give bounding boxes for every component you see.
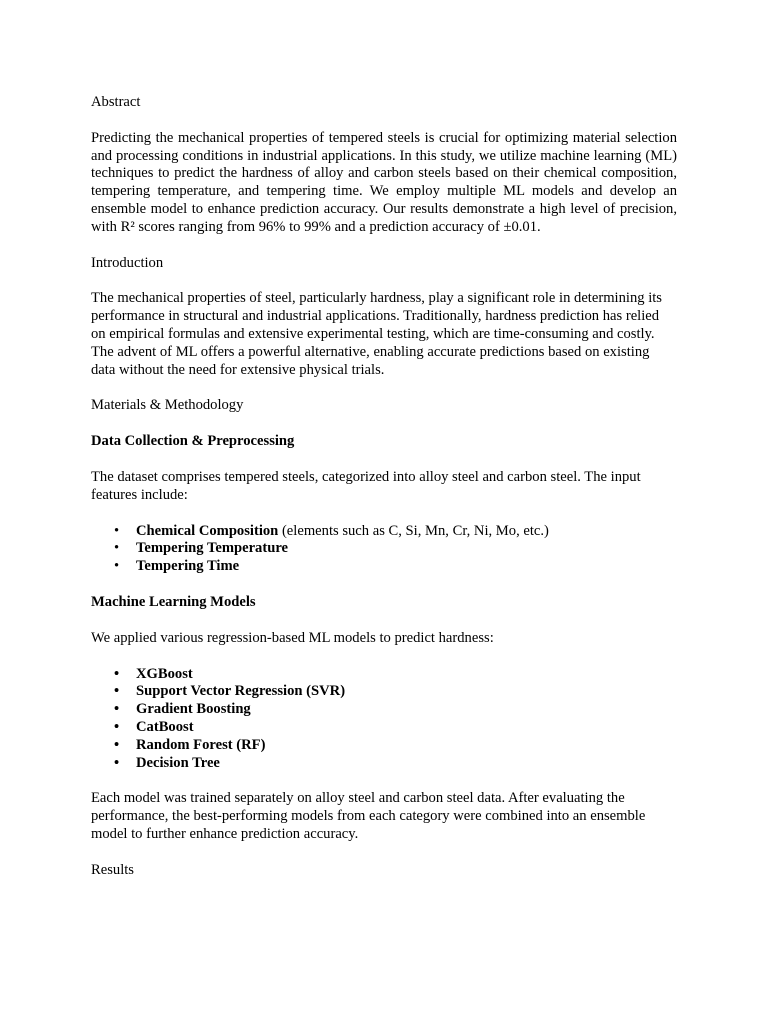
list-item: • Random Forest (RF) bbox=[136, 737, 677, 755]
feature-name: Chemical Composition bbox=[136, 522, 279, 539]
introduction-body: The mechanical properties of steel, particularly hardness, play a significant role in determining its performance in structural and industrial applications. Traditionally, hardness prediction has relied on empirical formulas and extensive experimental testing, which are time-consuming and costly. The advent of ML offers a powerful alternative, enabling accurate predictions based on existing data without the need for extensive physical trials. bbox=[91, 290, 662, 378]
model-list bbox=[91, 666, 677, 773]
models-heading: Machine Learning Models bbox=[91, 593, 256, 610]
feature-name: Tempering Temperature bbox=[136, 540, 289, 557]
list-item: • Support Vector Regression (SVR) bbox=[136, 683, 677, 701]
list-item bbox=[136, 540, 677, 558]
list-item: • Gradient Boosting bbox=[136, 701, 677, 719]
list-item: • Decision Tree bbox=[136, 755, 677, 773]
feature-list bbox=[91, 523, 677, 576]
feature-detail: (elements such as C, Si, Mn, Cr, Ni, Mo, etc.) bbox=[278, 522, 549, 539]
list-item: • CatBoost bbox=[136, 719, 677, 737]
methodology-heading: Materials & Methodology bbox=[91, 397, 244, 414]
data-collection-body: The dataset comprises tempered steels, categorized into alloy steel and carbon steel. The input features include: bbox=[91, 468, 641, 503]
list-item: • XGBoost bbox=[136, 666, 677, 684]
data-collection-heading: Data Collection & Preprocessing bbox=[91, 433, 295, 450]
introduction-heading: Introduction bbox=[91, 254, 164, 271]
feature-name: Tempering Time bbox=[136, 558, 240, 575]
document-page bbox=[91, 94, 677, 898]
models-body: We applied various regression-based ML models to predict hardness: bbox=[91, 629, 494, 646]
results-heading: Results bbox=[91, 861, 134, 878]
list-item bbox=[136, 523, 677, 541]
models-closing: Each model was trained separately on alloy steel and carbon steel data. After evaluating the performance, the best-performing models from each category were combined into an ensemble model to further enhance prediction accuracy. bbox=[91, 790, 646, 842]
list-item bbox=[136, 558, 677, 576]
abstract-heading: Abstract bbox=[91, 94, 141, 110]
abstract-body: Predicting the mechanical properties of tempered steels is crucial for optimizing material selection and processing conditions in industrial applications. In this study, we utilize machine learning (ML) techniques to predict the hardness of alloy and carbon steels based on their chemical composition, tempering temperature, and tempering time. We employ multiple ML models and develop an ensemble model to enhance prediction accuracy. Our results demonstrate a high level of precision, with R² scores ranging from 96% to 99% and a prediction accuracy of ±0.01. bbox=[91, 129, 677, 235]
